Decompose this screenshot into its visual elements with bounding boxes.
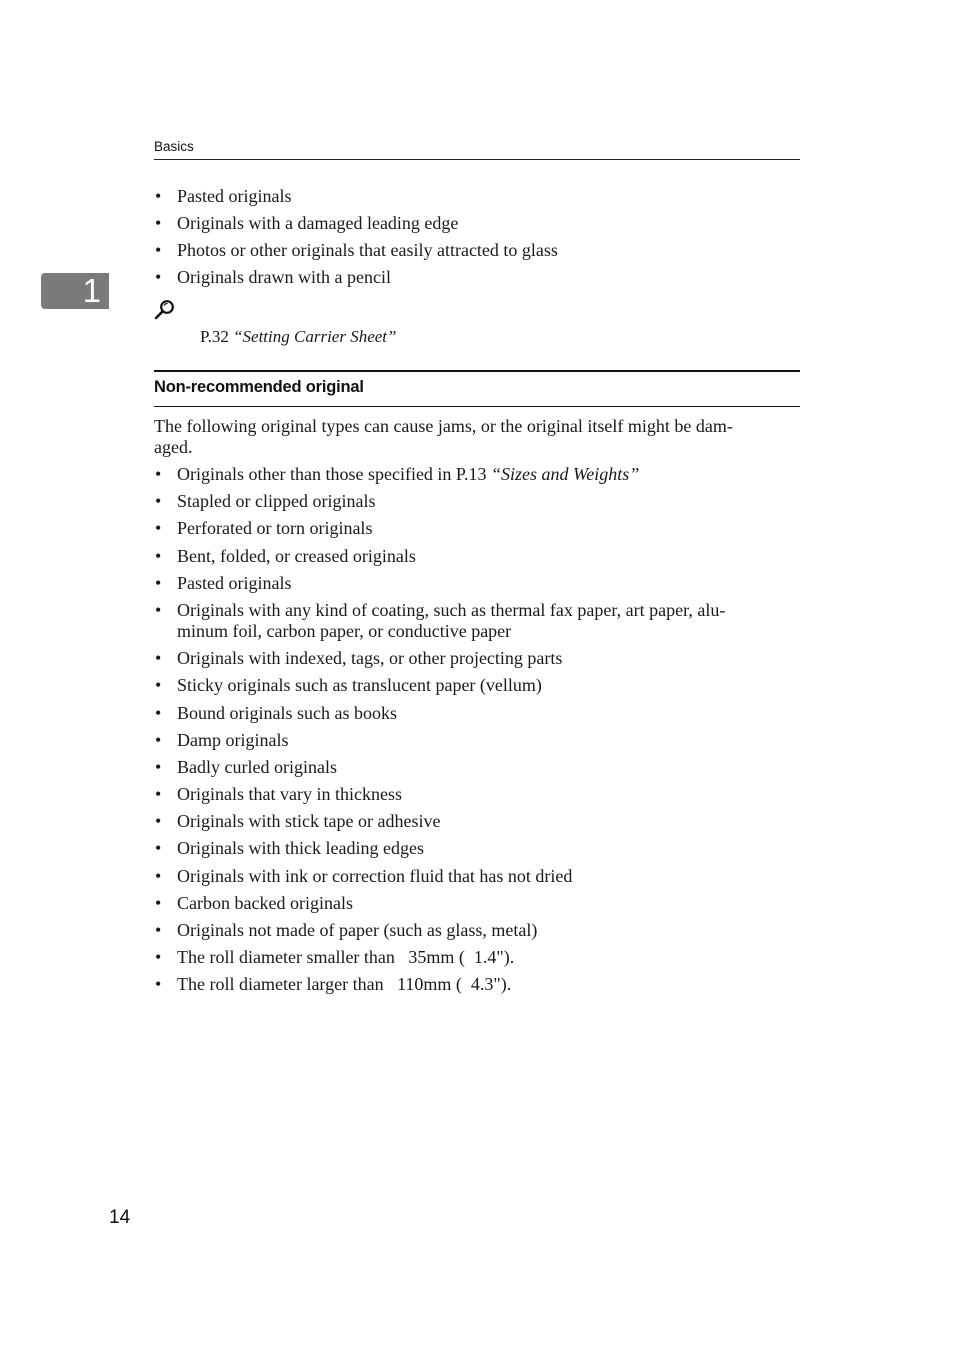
list-item: • Originals drawn with a pencil bbox=[154, 267, 800, 288]
list-item: • Originals with indexed, tags, or other projecting parts bbox=[154, 648, 800, 669]
list-item: • The roll diameter smaller than 35mm ( 1.4"). bbox=[154, 947, 800, 968]
chapter-tab bbox=[41, 273, 109, 309]
intro-line: aged. bbox=[154, 437, 193, 457]
intro-paragraph bbox=[154, 416, 800, 458]
running-header: Basics bbox=[154, 139, 194, 154]
sizes-weights-link[interactable]: “Sizes and Weights” bbox=[490, 464, 640, 484]
list-item: • Carbon backed originals bbox=[154, 893, 800, 914]
list-item: • Damp originals bbox=[154, 730, 800, 751]
reference-link[interactable] bbox=[200, 327, 396, 347]
list-item: • Photos or other originals that easily attracted to glass bbox=[154, 240, 800, 261]
list-item: • Bent, folded, or creased originals bbox=[154, 546, 800, 567]
list-item: • Bound originals such as books bbox=[154, 703, 800, 724]
list-item-text: Originals other than those specified in P.13 bbox=[177, 464, 487, 484]
list-item: • Pasted originals bbox=[154, 573, 800, 594]
list-item: • The roll diameter larger than 110mm ( 4.3"). bbox=[154, 974, 800, 995]
section-heading: Non-recommended original bbox=[154, 378, 364, 396]
section-rule-top bbox=[154, 370, 800, 372]
intro-line: The following original types can cause jams, or the original itself might be dam- bbox=[154, 416, 733, 436]
magnifier-icon bbox=[153, 298, 177, 322]
list-item-line: minum foil, carbon paper, or conductive paper bbox=[177, 620, 512, 641]
list-item: • Sticky originals such as translucent paper (vellum) bbox=[154, 675, 800, 696]
reference-page: P.32 bbox=[200, 327, 229, 346]
chapter-number: 1 bbox=[82, 272, 101, 309]
list-item: • Originals that vary in thickness bbox=[154, 784, 800, 805]
section-rule-bottom bbox=[154, 406, 800, 407]
list-item: • Originals with a damaged leading edge bbox=[154, 213, 800, 234]
list-item: • Pasted originals bbox=[154, 186, 800, 207]
page-number: 14 bbox=[109, 1207, 131, 1228]
list-item: • Originals with stick tape or adhesive bbox=[154, 811, 800, 832]
list-item: • Originals not made of paper (such as glass, metal) bbox=[154, 920, 800, 941]
list-item-line: • Originals with any kind of coating, such as thermal fax paper, art paper, alu- bbox=[177, 599, 726, 620]
originals-list-top bbox=[154, 186, 800, 294]
reference-title: “Setting Carrier Sheet” bbox=[233, 327, 397, 346]
header-rule bbox=[154, 159, 800, 160]
list-item: • Originals with ink or correction fluid that has not dried bbox=[154, 866, 800, 887]
list-item bbox=[154, 600, 800, 642]
list-item bbox=[154, 464, 800, 485]
list-item: • Badly curled originals bbox=[154, 757, 800, 778]
list-item: • Stapled or clipped originals bbox=[154, 491, 800, 512]
non-recommended-list bbox=[154, 464, 800, 1002]
list-item: • Perforated or torn originals bbox=[154, 518, 800, 539]
list-item: • Originals with thick leading edges bbox=[154, 838, 800, 859]
